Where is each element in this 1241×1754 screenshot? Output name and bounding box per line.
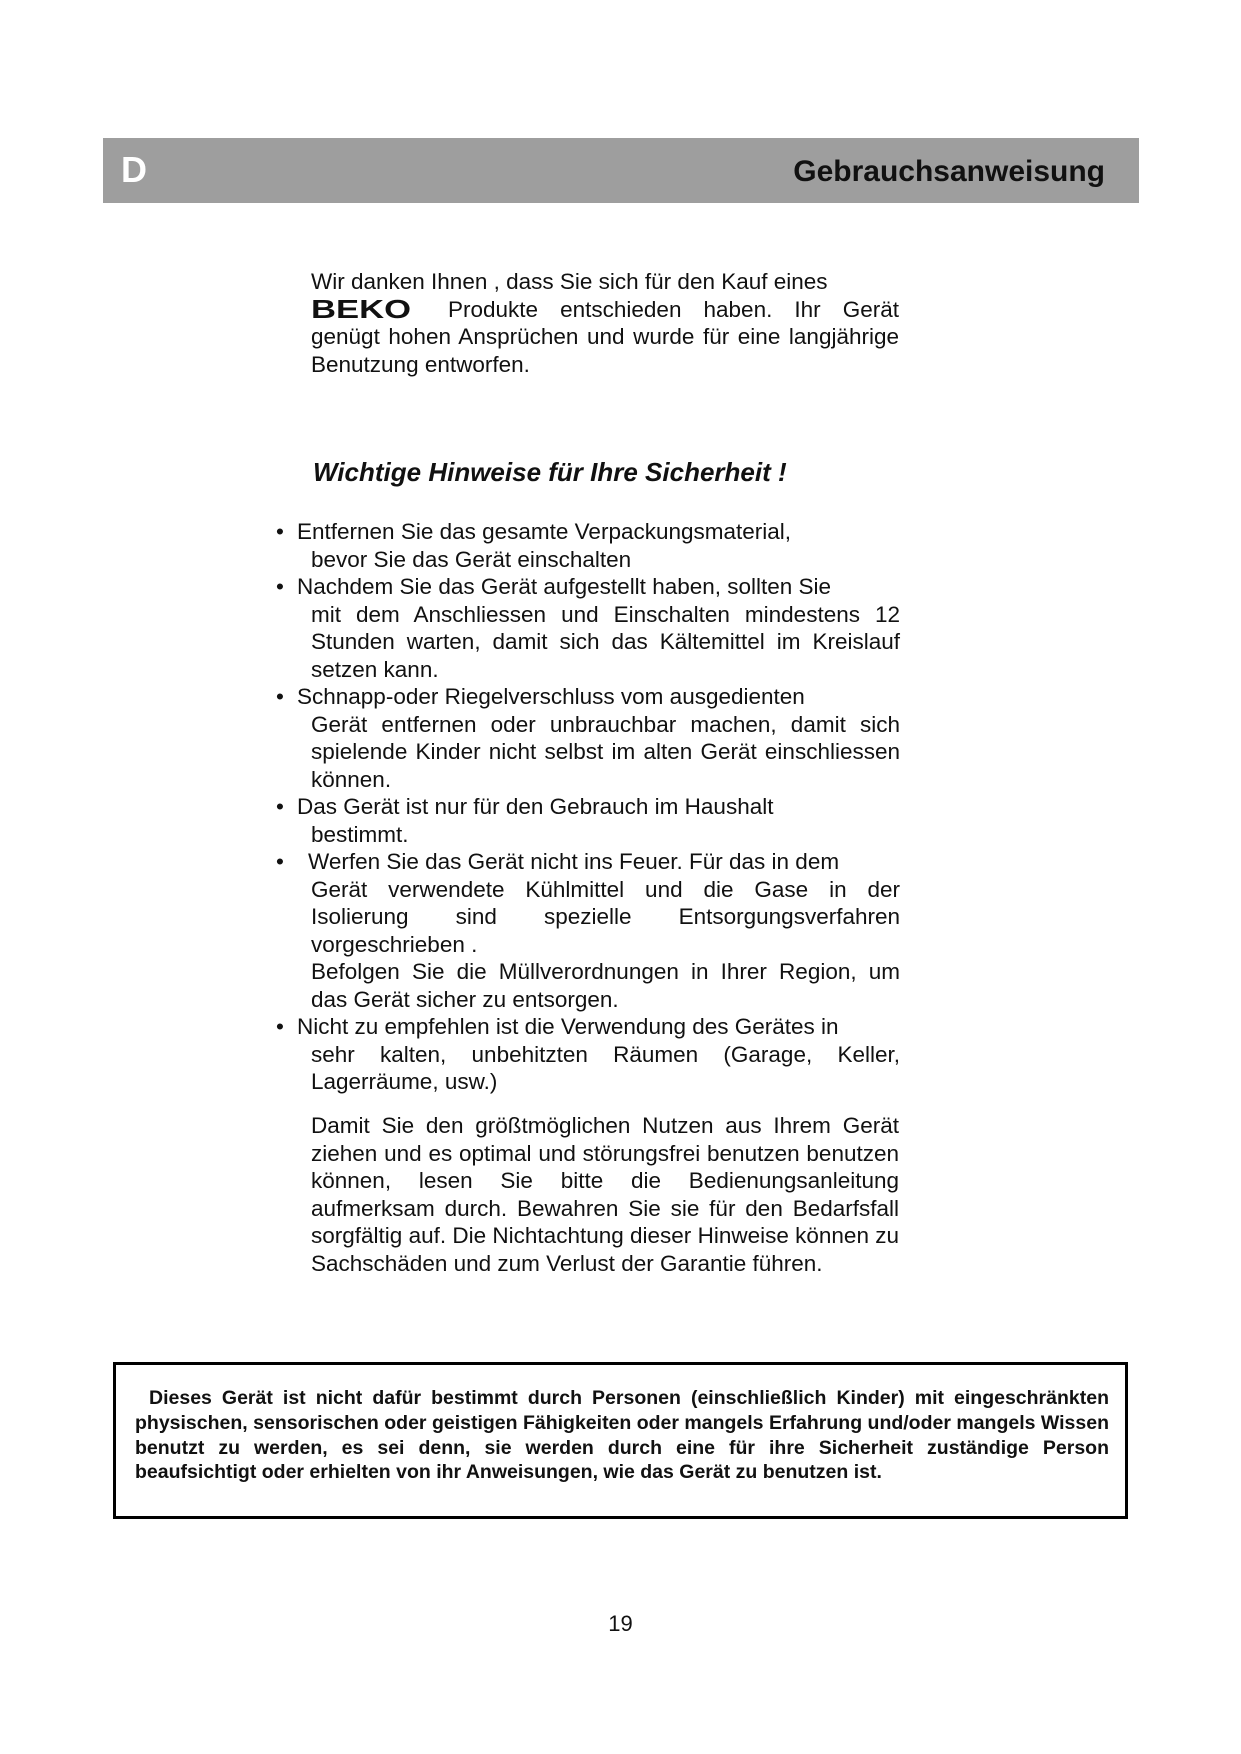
closing-paragraph: [311, 1112, 899, 1277]
list-item-rest: bestimmt.: [311, 821, 409, 847]
intro-line-2: Produkte entschieden haben. Ihr Gerät genügt hohen Ansprüchen und wurde für eine langjährige Benutzung entworfen.: [311, 296, 899, 377]
intro-line-1: Wir danken Ihnen , dass Sie sich für den Kauf eines: [311, 269, 828, 294]
safety-list: [274, 518, 900, 1096]
list-item: [274, 573, 900, 683]
page-title: Gebrauchsanweisung: [793, 155, 1105, 188]
notice-box: [113, 1362, 1128, 1519]
list-item-first: Entfernen Sie das gesamte Verpackungsmaterial,: [297, 519, 792, 544]
list-item: [274, 518, 900, 573]
list-item: [274, 793, 900, 848]
page-number: 19: [608, 1611, 633, 1636]
brand-text: BEKO: [311, 296, 411, 321]
safety-heading: Wichtige Hinweise für Ihre Sicherheit !: [313, 457, 787, 487]
list-item-rest: Gerät entfernen oder unbrauchbar machen, damit sich spielende Kinder nicht selbst im alten Gerät einschliessen können.: [311, 711, 900, 792]
list-item-first: Nicht zu empfehlen ist die Verwendung des Gerätes in: [297, 1014, 839, 1039]
list-item: [274, 683, 900, 793]
list-item-first: Das Gerät ist nur für den Gebrauch im Haushalt: [297, 794, 774, 819]
list-item-first: Schnapp-oder Riegelverschluss vom ausgedienten: [297, 684, 805, 709]
list-item-first: Werfen Sie das Gerät nicht ins Feuer. Für das in dem: [308, 849, 840, 874]
list-item: [274, 848, 900, 1013]
language-code: D: [121, 149, 147, 190]
list-item-first: Nachdem Sie das Gerät aufgestellt haben, sollten Sie: [297, 574, 832, 599]
list-item-rest: Gerät verwendete Kühlmittel und die Gase in der Isolierung sind spezielle Entsorgungsverfahren vorgeschrieben .: [311, 876, 900, 957]
closing-text: Damit Sie den größtmöglichen Nutzen aus Ihrem Gerät ziehen und es optimal und störungsfrei benutzen benutzen können, lesen Sie bitte die Bedienungsanleitung aufmerksam durch. Bewahren Sie sie für den Bedarfsfall sorgfältig auf. Die Nichtachtung dieser Hinweise können zu Sachschäden und zum Verlust der Garantie führen.: [311, 1113, 899, 1276]
list-item-rest: sehr kalten, unbehitzten Räumen (Garage, Keller, Lagerräume, usw.): [311, 1041, 900, 1094]
intro-paragraph: [311, 268, 899, 378]
notice-text: Dieses Gerät ist nicht dafür bestimmt durch Personen (einschließlich Kinder) mit eingeschränkten physischen, sensorischen oder geistigen Fähigkeiten oder mangels Erfahrung und/oder mangels Wissen benutzt zu werden, es sei denn, sie werden durch eine für ihre Sicherheit zuständige Person beaufsichtigt oder erhielten von ihr Anweisungen, wie das Gerät zu benutzen ist.: [135, 1387, 1109, 1484]
list-item: [274, 1013, 900, 1096]
list-item-rest: bevor Sie das Gerät einschalten: [311, 546, 632, 572]
list-item-rest: mit dem Anschliessen und Einschalten mindestens 12 Stunden warten, damit sich das Kältemittel im Kreislauf setzen kann.: [311, 601, 900, 682]
beko-logo: [311, 297, 412, 321]
header-bar: [103, 138, 1139, 203]
list-item-extra: Befolgen Sie die Müllverordnungen in Ihrer Region, um das Gerät sicher zu entsorgen.: [311, 959, 900, 1012]
